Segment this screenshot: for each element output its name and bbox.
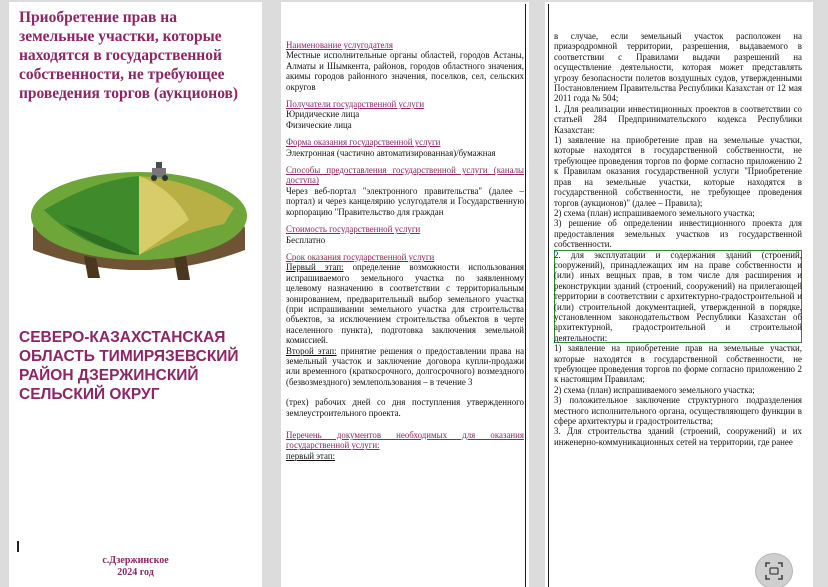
stage-1-text: определение возможности использования испрашиваемого земельного участка по заявленному целевому назначению в соответствии с территориальным зонированием, предварительный выбор земельного участка (при испрашивании земельного участка для строительства объектов, за исключением строительства объектов в черте населенного пункта), подготовка заключения земельной комиссией. [286,262,524,346]
paragraph: 1. Для реализации инвестиционных проектов в соответствии со статьей 284 Предпринимательского кодекса Республики Казахстан: [554,103,802,135]
docs-stage-1: первый этап: [286,450,336,461]
cost-heading: Стоимость государственной услуги [286,224,421,235]
terms-heading: Срок оказания государственной услуги [286,251,435,262]
screenshot-icon [765,562,783,580]
recipients-individual: Физические лица [286,119,352,130]
paragraph: 1) заявление на приобретение прав на земельные участки, которые находятся в государственной собственности, не требующее проведения торгов по форме согласно приложению 2 к настоящим Правилам; [554,343,802,385]
paragraph: 2) схема (план) испрашиваемого земельного участка; [554,207,755,218]
text-cursor [17,541,19,552]
paragraph: в случае, если земельный участок расположен на приаэродромной территории, разрешения, выдаваемого в соответствии с Правилами выдачи разрешений на осуществление деятельности, которая может представлять угрозу безопасности полетов воздушных судов, утвержденными Постановлением Правительства Республики Казахстан от 12 мая 2011 года № 504; [554,31,802,104]
page-border [525,4,526,587]
form-text: Электронная (частично автоматизированная)/бумажная [286,147,496,158]
recipients-heading: Получатели государственной услуги [286,99,425,110]
docs-heading: Перечень документов необходимых для оказания государственной услуги: [286,430,524,451]
channels-text: Через веб-портал "электронного правительства" (далее – портал) и через канцелярию услугодателя и Государственную корпорацию "Правительство для граждан [286,185,524,217]
place-name: с.Дзержинское [102,555,169,566]
stage-1-label: Первый этап: [286,262,344,273]
cost-text: Бесплатно [286,234,326,245]
screenshot-button[interactable] [755,553,793,587]
paragraph: 3) положительное заключение структурного подразделения местного исполнительного органа, осуществляющего функции в сфере архитектуры и градостроительства; [554,395,802,427]
provider-text: Местные исполнительные органы областей, городов Астаны, Алматы и Шымкента, районов, городов областного значения, акимы городов районного значения, поселков, сел, сельских округов [286,50,524,92]
channels-heading: Способы предоставления государственной услуги (каналы доступа) [286,165,524,186]
page-border [548,4,549,587]
terms-continued: (трех) рабочих дней со дня поступления утвержденного землеустроительного проекта. [286,397,524,418]
terms-stage-2 [286,346,524,388]
form-heading: Форма оказания государственной услуги [286,137,441,148]
stage-2-text: принятие решения о предоставлении права на земельный участок и заключение договора купли-продажи или временного (краткосрочного, долгосрочного) возмездного (безвозмездного) землепользования – в течение 3 [286,345,525,387]
highlighted-paragraph: 2. для эксплуатации и содержания зданий (строений, сооружений), принадлежащих им на праве собственности и (или) иных вещных прав, в том числе для расширения и реконструкции зданий (строений, сооружений) на прилегающей территории в соответствии с архитектурно-градостроительной и (или) строительной документацией, утвержденной в порядке, установленном законодательством Республики Казахстан об архитектурной, градостроительной и строительной деятельности: [554,249,802,343]
documents-panel [545,2,813,587]
paragraph: 3. Для строительства зданий (строений, сооружений) и их инженерно-коммуникационных сетей на территории, где ранее [554,426,802,447]
field-illustration [24,150,254,290]
brochure-title: Приобретение прав на земельные участки, которые находятся в государственной собственности, не требующее проведения торгов (аукционов) [19,9,239,102]
recipients-legal: Юридические лица [286,109,360,120]
region-name: СЕВЕРО-КАЗАХСТАНСКАЯ ОБЛАСТЬ ТИМИРЯЗЕВСКИЙ РАЙОН ДЗЕРЖИНСКИЙ СЕЛЬСКИЙ ОКРУГ [19,329,239,403]
paragraph: 1) заявление на приобретение прав на земельные участки, которые находятся в государственной собственности, не требующее проведения торгов по форме согласно приложению 2 к Правилам оказания государственной услуги "Приобретение прав на земельные участки, которые находятся в государственной собственности, не требующее проведения торгов (аукционов)" (далее – Правила); [554,135,802,208]
provider-heading: Наименование услугодателя [286,40,393,50]
terms-stage-1 [286,262,524,345]
paragraph: 3) решение об определении инвестиционного проекта для предоставления земельных участков из государственной собственности. [554,218,802,250]
service-info-panel [281,2,529,587]
year-label: 2024 год [117,567,154,578]
stage-2-label: Второй этап: [286,345,337,356]
paragraph: 2) схема (план) испрашиваемого земельного участка; [554,384,755,395]
brochure-cover-panel [9,2,262,587]
